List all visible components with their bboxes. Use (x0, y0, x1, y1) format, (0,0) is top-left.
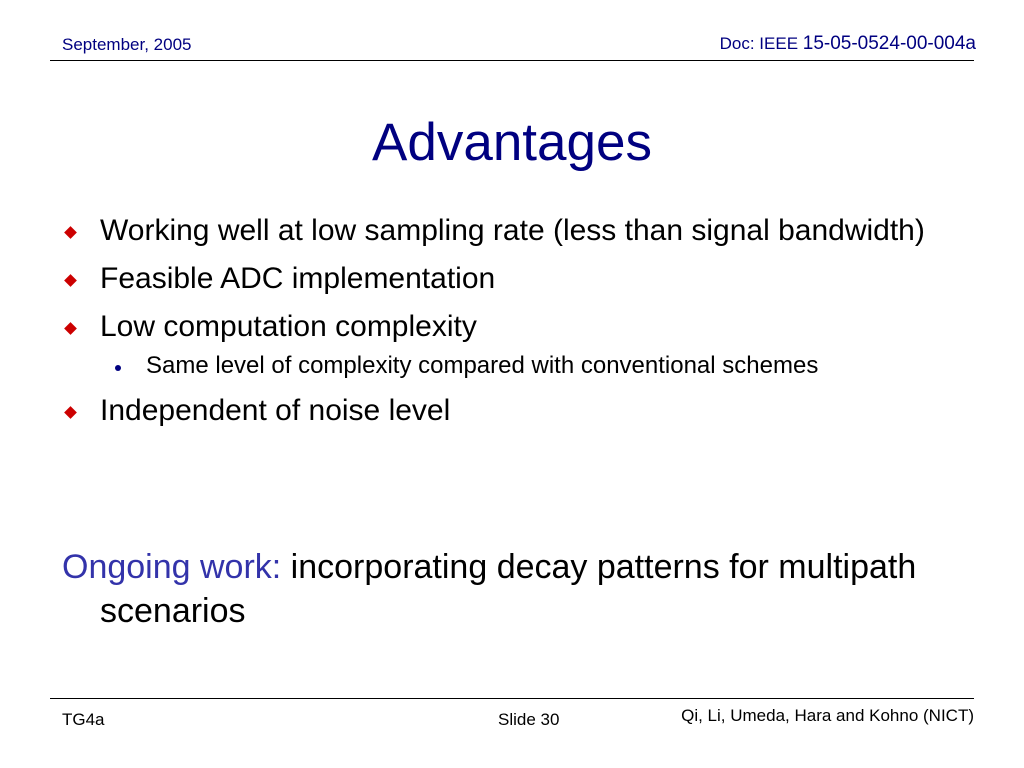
header-rule (50, 60, 974, 61)
ongoing-text: incorporating decay patterns for multipath scenarios (100, 548, 917, 630)
footer-slide-number: Slide 30 (498, 710, 560, 729)
dot-bullet-icon (115, 365, 121, 371)
doc-number: 15-05-0524-00-004a (802, 33, 976, 54)
header-date: September, 2005 (62, 35, 192, 54)
bullet-text: Independent of noise level (100, 394, 451, 427)
diamond-bullet-icon (64, 226, 77, 239)
diamond-bullet-icon (64, 406, 77, 419)
slide-title: Advantages (372, 113, 652, 172)
bullet-text: Feasible ADC implementation (100, 262, 496, 295)
bullet-text: Working well at low sampling rate (less than signal bandwidth) (100, 214, 925, 247)
ongoing-work (62, 545, 980, 633)
bullet-item (62, 308, 962, 346)
bullet-item (62, 212, 962, 250)
footer-group: TG4a (62, 710, 105, 729)
bullet-item (62, 392, 962, 430)
diamond-bullet-icon (64, 274, 77, 287)
sub-bullet-item (62, 350, 962, 382)
bullet-item (62, 260, 962, 298)
footer-authors: Qi, Li, Umeda, Hara and Kohno (NICT) (681, 706, 974, 725)
sub-bullet-text: Same level of complexity compared with conventional schemes (146, 352, 819, 379)
diamond-bullet-icon (64, 322, 77, 335)
bullet-list (62, 212, 962, 440)
doc-prefix: Doc: IEEE (719, 34, 803, 53)
header-doc-id (720, 33, 976, 55)
bullet-text: Low computation complexity (100, 310, 477, 343)
footer-rule (50, 698, 974, 699)
ongoing-label: Ongoing work: (62, 548, 282, 586)
